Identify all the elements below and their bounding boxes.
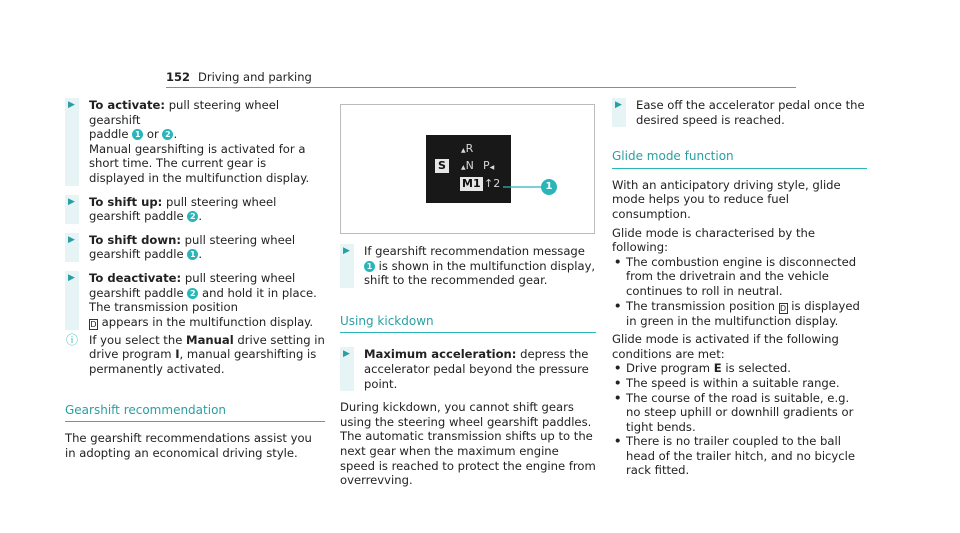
heading-gearshift-recommendation: Gearshift recommendation bbox=[65, 403, 325, 423]
callout-number-1: 1 bbox=[187, 249, 198, 260]
bullet-icon: • bbox=[614, 361, 622, 376]
paragraph-glide-intro: With an anticipatory driving style, glide mode helps you to reduce fuel consumption. bbox=[612, 177, 841, 221]
column-middle bbox=[340, 244, 596, 488]
paragraph-glide-conditions: Glide mode is activated if the following conditions are met: bbox=[612, 332, 839, 361]
step-arrow-icon: ▶ bbox=[68, 100, 75, 110]
display-figure bbox=[340, 104, 595, 234]
page-number: 152 bbox=[166, 70, 191, 84]
gear-n-indicator: ▲N bbox=[461, 159, 474, 172]
gear-m1-indicator: M1 bbox=[462, 177, 481, 190]
step-arrow-icon: ▶ bbox=[68, 234, 75, 245]
bullet-icon: • bbox=[614, 375, 622, 390]
bullet-icon: • bbox=[614, 390, 622, 405]
callout-number-2: 2 bbox=[187, 211, 198, 222]
list-item: • The transmission position D is displayed in green in the multifunction display. bbox=[614, 298, 860, 328]
step-arrow-icon: ▶ bbox=[68, 272, 75, 283]
step-activate: ▶ To activate: pull steering wheel gearshift paddle 1 or 2 . Manual gearshifting is activated for a short time. The current gear is displayed in the multifunction display. bbox=[65, 98, 325, 186]
paragraph-glide-characteristics: Glide mode is characterised by the following: bbox=[612, 225, 816, 255]
column-right bbox=[612, 98, 867, 478]
step-arrow-icon: ▶ bbox=[615, 100, 622, 110]
bullet-icon: • bbox=[614, 434, 622, 449]
step-ease-off: ▶ Ease off the accelerator pedal once the desired speed is reached. bbox=[612, 98, 867, 127]
callout-number-2: 2 bbox=[162, 129, 173, 140]
heading-glide-mode: Glide mode function bbox=[612, 149, 867, 169]
callout-number-2: 2 bbox=[187, 288, 198, 299]
callout-line bbox=[341, 105, 596, 235]
callout-number-1: 1 bbox=[132, 129, 143, 140]
note-manual: ⓘ If you select the Manual drive setting in drive program I, manual gearshifting is permanently activated. bbox=[66, 332, 325, 376]
gear-recommendation-indicator: ↑2 bbox=[484, 177, 501, 190]
step-deactivate: ▶ To deactivate: pull steering wheel gearshift paddle 2 and hold it in place. The transmission position D appears in the multifunction display. bbox=[65, 271, 325, 330]
bullet-icon: • bbox=[614, 298, 622, 313]
step-shift-down: ▶ To shift down: pull steering wheel gearshift paddle 1 . bbox=[65, 233, 325, 262]
step-arrow-icon: ▶ bbox=[343, 349, 350, 360]
step-maximum-acceleration: ▶ Maximum acceleration: depress the accelerator pedal beyond the pressure point. bbox=[340, 347, 596, 391]
list-item: • The course of the road is suitable, e.g. no steep uphill or downhill gradients or tight bends. bbox=[614, 390, 854, 434]
section-title: Driving and parking bbox=[198, 70, 312, 84]
gear-p-indicator: P◀ bbox=[483, 159, 495, 172]
list-item: • The speed is within a suitable range. bbox=[614, 375, 840, 390]
step-shift-up: ▶ To shift up: pull steering wheel gearshift paddle 2 . bbox=[65, 195, 325, 224]
callout-number-1: 1 bbox=[541, 179, 557, 195]
bullet-icon: • bbox=[614, 254, 622, 269]
list-item: • Drive program E is selected. bbox=[614, 361, 791, 376]
gear-r-indicator: ▲R bbox=[461, 142, 474, 155]
column-left bbox=[65, 98, 325, 460]
list-item: • The combustion engine is disconnected from the drivetrain and the vehicle continues to roll in neutral. bbox=[614, 254, 857, 298]
transmission-d-icon: D bbox=[780, 303, 787, 313]
paragraph-kickdown: During kickdown, you cannot shift gears using the steering wheel gearshift paddles. The automatic transmission shifts up to the next gear when the maximum engine speed is reached to protect the engine from overrevving. bbox=[340, 400, 596, 488]
page-header bbox=[166, 68, 796, 88]
transmission-d-icon: D bbox=[90, 319, 97, 329]
list-item: • There is no trailer coupled to the ball head of the trailer hitch, and no bicycle rack fitted. bbox=[614, 434, 856, 478]
step-recommendation: ▶ If gearshift recommendation message 1 is shown in the multifunction display, shift to the recommended gear. bbox=[340, 244, 596, 288]
info-icon: ⓘ bbox=[66, 332, 79, 347]
paragraph-gearshift-recommendation: The gearshift recommendations assist you in adopting an economical driving style. bbox=[65, 431, 312, 460]
gear-s-indicator: S bbox=[435, 159, 449, 173]
step-arrow-icon: ▶ bbox=[68, 196, 75, 207]
step-arrow-icon: ▶ bbox=[343, 246, 350, 256]
heading-using-kickdown: Using kickdown bbox=[340, 314, 596, 334]
callout-number-1: 1 bbox=[364, 261, 375, 272]
